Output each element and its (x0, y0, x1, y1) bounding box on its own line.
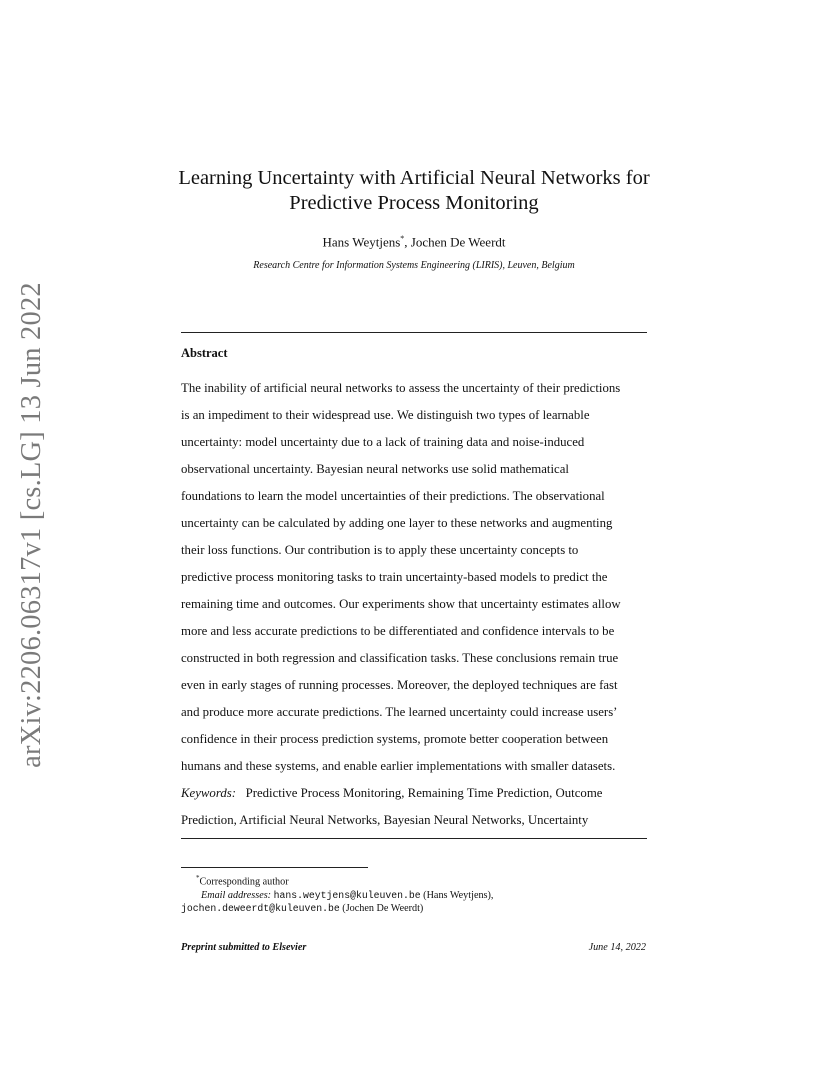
preprint-date: June 14, 2022 (588, 942, 646, 953)
footnote-rule (181, 867, 368, 868)
abstract-line: even in early stages of running processes. Moreover, the deployed techniques are fast (181, 678, 618, 692)
abstract-line: predictive process monitoring tasks to train uncertainty-based models to predict the (181, 570, 608, 584)
abstract-line: and produce more accurate predictions. The learned uncertainty could increase users’ (181, 705, 618, 719)
email-link-1[interactable]: hans.weytjens@kuleuven.be (273, 889, 421, 901)
email-owner-1: (Hans Weytjens), (420, 889, 494, 901)
abstract-line: more and less accurate predictions to be differentiated and confidence intervals to be (181, 624, 615, 638)
abstract-line: their loss functions. Our contribution is to apply these uncertainty concepts to (181, 543, 579, 557)
abstract-heading: Abstract (181, 346, 228, 360)
abstract-line: confidence in their process prediction systems, promote better cooperation between (181, 732, 609, 746)
email-link-2[interactable]: jochen.deweerdt@kuleuven.be (181, 903, 340, 915)
footnote-emails (181, 889, 493, 903)
paper-title-line-2: Predictive Process Monitoring (289, 192, 539, 214)
corresponding-author-mark: * (400, 234, 405, 243)
abstract-line: remaining time and outcomes. Our experiments show that uncertainty estimates allow (181, 597, 621, 611)
author-first: Hans Weytjens (322, 234, 401, 250)
abstract-line: is an impediment to their widespread use. We distinguish two types of learnable (181, 408, 590, 422)
paper-title (120, 166, 708, 216)
email-label: Email addresses: (201, 889, 272, 901)
keywords-line (181, 784, 651, 811)
footnotes (181, 872, 493, 916)
footnote-corresponding (181, 872, 493, 889)
arxiv-identifier-text: arXiv:2206.06317v1 [cs.LG] 13 Jun 2022 (16, 282, 47, 768)
email-owner-2: (Jochen De Weerdt) (339, 903, 424, 915)
abstract-line: observational uncertainty. Bayesian neural networks use solid mathematical (181, 462, 569, 476)
arxiv-identifier-stamp (2, 282, 62, 768)
author-affiliation: Research Centre for Information Systems Engineering (LIRIS), Leuven, Belgium (253, 260, 575, 271)
abstract-top-rule (181, 332, 647, 333)
paper-title-line-1: Learning Uncertainty with Artificial Neural Networks for (178, 167, 650, 189)
abstract-body (181, 379, 651, 838)
abstract-line: humans and these systems, and enable earlier implementations with smaller datasets. (181, 759, 616, 773)
keywords-label: Keywords: (181, 786, 236, 800)
abstract-line: constructed in both regression and classification tasks. These conclusions remain true (181, 651, 619, 665)
abstract-line: uncertainty can be calculated by adding one layer to these networks and augmenting (181, 516, 613, 530)
footnote-emails-cont (181, 902, 493, 916)
abstract-line: uncertainty: model uncertainty due to a lack of training data and noise-induced (181, 435, 585, 449)
author-rest: , Jochen De Weerdt (404, 234, 506, 250)
abstract-line: The inability of artificial neural networks to assess the uncertainty of their predictions (181, 381, 621, 395)
author-list (120, 234, 708, 250)
abstract-bottom-rule (181, 838, 647, 839)
keywords-text: Predictive Process Monitoring, Remaining Time Prediction, Outcome (245, 786, 603, 800)
abstract-line: foundations to learn the model uncertainties of their predictions. The observational (181, 489, 605, 503)
preprint-notice: Preprint submitted to Elsevier (181, 942, 307, 953)
footnote-corresponding-text: Corresponding author (199, 876, 289, 888)
footnote-mark: * (196, 874, 200, 882)
keywords-line-2: Prediction, Artificial Neural Networks, Bayesian Neural Networks, Uncertainty (181, 813, 589, 827)
